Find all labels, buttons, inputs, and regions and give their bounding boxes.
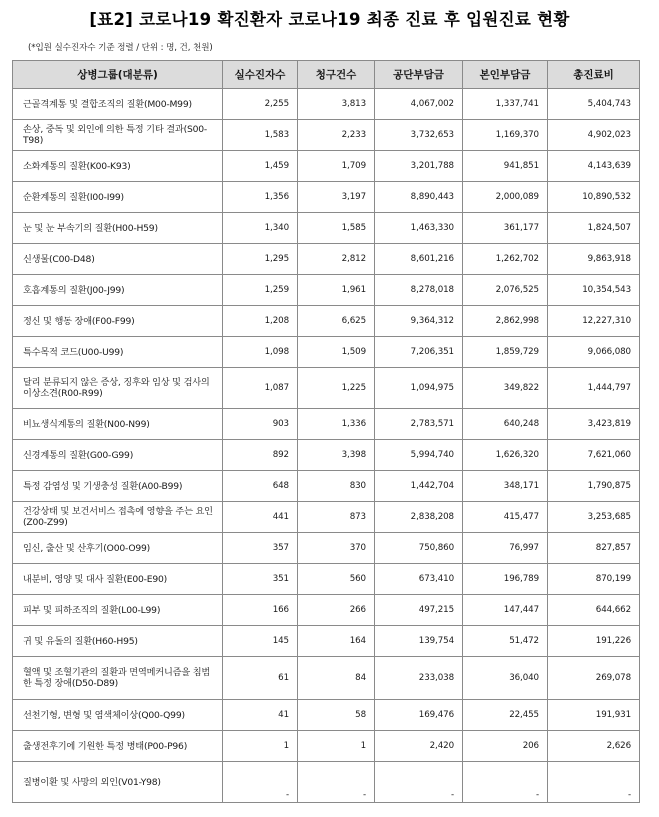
total-cost-cell: 9,863,918 — [548, 244, 640, 275]
patients-cell: 1,583 — [223, 120, 298, 151]
claims-cell: 1,709 — [298, 151, 375, 182]
column-header-claims: 청구건수 — [298, 61, 375, 89]
nhis-share-cell: 7,206,351 — [375, 337, 463, 368]
inpatient-table — [12, 60, 640, 803]
category-cell: 특수목적 코드(U00-U99) — [13, 337, 223, 368]
table-row — [13, 337, 640, 368]
self-pay-cell: 1,859,729 — [463, 337, 548, 368]
nhis-share-cell: 1,463,330 — [375, 213, 463, 244]
self-pay-cell: 51,472 — [463, 626, 548, 657]
table-row — [13, 533, 640, 564]
self-pay-cell: 76,997 — [463, 533, 548, 564]
category-cell: 소화계통의 질환(K00-K93) — [13, 151, 223, 182]
patients-cell: 1,340 — [223, 213, 298, 244]
table-row — [13, 700, 640, 731]
claims-cell: 6,625 — [298, 306, 375, 337]
total-cost-cell: 1,790,875 — [548, 471, 640, 502]
nhis-share-cell: 2,420 — [375, 731, 463, 762]
nhis-share-cell: 5,994,740 — [375, 440, 463, 471]
patients-cell: 1,356 — [223, 182, 298, 213]
claims-cell: 830 — [298, 471, 375, 502]
table-row — [13, 120, 640, 151]
nhis-share-cell: 3,732,653 — [375, 120, 463, 151]
nhis-share-cell: 2,838,208 — [375, 502, 463, 533]
claims-cell: 84 — [298, 657, 375, 700]
total-cost-cell: 191,226 — [548, 626, 640, 657]
total-cost-cell: - — [548, 762, 640, 803]
nhis-share-cell: 3,201,788 — [375, 151, 463, 182]
total-cost-cell: 269,078 — [548, 657, 640, 700]
column-header-category: 상병그룹(대분류) — [13, 61, 223, 89]
column-header-self-pay: 본인부담금 — [463, 61, 548, 89]
table-row — [13, 471, 640, 502]
column-header-nhis-share: 공단부담금 — [375, 61, 463, 89]
nhis-share-cell: 8,601,216 — [375, 244, 463, 275]
table-row — [13, 275, 640, 306]
table-row — [13, 595, 640, 626]
patients-cell: 1,087 — [223, 368, 298, 409]
table-note: (*입원 실수진자수 기준 정렬 / 단위 : 명, 건, 천원) — [28, 43, 213, 53]
claims-cell: 560 — [298, 564, 375, 595]
page-title: [표2] 코로나19 확진환자 코로나19 최종 진료 후 입원진료 현황 — [89, 10, 570, 29]
category-cell: 정신 및 행동 장애(F00-F99) — [13, 306, 223, 337]
total-cost-cell: 10,354,543 — [548, 275, 640, 306]
category-cell: 피부 및 피하조직의 질환(L00-L99) — [13, 595, 223, 626]
self-pay-cell: - — [463, 762, 548, 803]
category-cell: 특정 감염성 및 기생충성 질환(A00-B99) — [13, 471, 223, 502]
claims-cell: 1,961 — [298, 275, 375, 306]
claims-cell: 3,398 — [298, 440, 375, 471]
patients-cell: 351 — [223, 564, 298, 595]
table-row — [13, 762, 640, 803]
category-cell: 근골격계통 및 결합조직의 질환(M00-M99) — [13, 89, 223, 120]
claims-cell: 1,225 — [298, 368, 375, 409]
category-cell: 임신, 출산 및 산후기(O00-O99) — [13, 533, 223, 564]
self-pay-cell: 1,262,702 — [463, 244, 548, 275]
patients-cell: 1,259 — [223, 275, 298, 306]
table-row — [13, 89, 640, 120]
total-cost-cell: 3,253,685 — [548, 502, 640, 533]
category-cell: 호흡계통의 질환(J00-J99) — [13, 275, 223, 306]
nhis-share-cell: 750,860 — [375, 533, 463, 564]
total-cost-cell: 1,444,797 — [548, 368, 640, 409]
total-cost-cell: 4,143,639 — [548, 151, 640, 182]
self-pay-cell: 1,169,370 — [463, 120, 548, 151]
table-row — [13, 182, 640, 213]
table-row — [13, 151, 640, 182]
total-cost-cell: 7,621,060 — [548, 440, 640, 471]
patients-cell: 1,098 — [223, 337, 298, 368]
claims-cell: 164 — [298, 626, 375, 657]
nhis-share-cell: 1,442,704 — [375, 471, 463, 502]
table-row — [13, 306, 640, 337]
nhis-share-cell: 169,476 — [375, 700, 463, 731]
total-cost-cell: 2,626 — [548, 731, 640, 762]
claims-cell: - — [298, 762, 375, 803]
self-pay-cell: 147,447 — [463, 595, 548, 626]
nhis-share-cell: 8,890,443 — [375, 182, 463, 213]
category-cell: 내분비, 영양 및 대사 질환(E00-E90) — [13, 564, 223, 595]
total-cost-cell: 827,857 — [548, 533, 640, 564]
patients-cell: 441 — [223, 502, 298, 533]
self-pay-cell: 1,626,320 — [463, 440, 548, 471]
table-row — [13, 626, 640, 657]
nhis-share-cell: 9,364,312 — [375, 306, 463, 337]
category-cell: 선천기형, 변형 및 염색체이상(Q00-Q99) — [13, 700, 223, 731]
patients-cell: 166 — [223, 595, 298, 626]
nhis-share-cell: 1,094,975 — [375, 368, 463, 409]
self-pay-cell: 22,455 — [463, 700, 548, 731]
table-row — [13, 440, 640, 471]
self-pay-cell: 2,862,998 — [463, 306, 548, 337]
claims-cell: 266 — [298, 595, 375, 626]
total-cost-cell: 1,824,507 — [548, 213, 640, 244]
claims-cell: 1,336 — [298, 409, 375, 440]
nhis-share-cell: 2,783,571 — [375, 409, 463, 440]
nhis-share-cell: 673,410 — [375, 564, 463, 595]
nhis-share-cell: - — [375, 762, 463, 803]
patients-cell: 892 — [223, 440, 298, 471]
patients-cell: 903 — [223, 409, 298, 440]
nhis-share-cell: 233,038 — [375, 657, 463, 700]
category-cell: 달리 분류되지 않은 증상, 징후와 임상 및 검사의 이상소견(R00-R99) — [13, 368, 223, 409]
category-cell: 신경계통의 질환(G00-G99) — [13, 440, 223, 471]
claims-cell: 2,233 — [298, 120, 375, 151]
total-cost-cell: 870,199 — [548, 564, 640, 595]
table-row — [13, 657, 640, 700]
category-cell: 질병이환 및 사망의 외인(V01-Y98) — [13, 762, 223, 803]
self-pay-cell: 415,477 — [463, 502, 548, 533]
table-row — [13, 409, 640, 440]
category-cell: 신생물(C00-D48) — [13, 244, 223, 275]
nhis-share-cell: 4,067,002 — [375, 89, 463, 120]
claims-cell: 1,585 — [298, 213, 375, 244]
patients-cell: 145 — [223, 626, 298, 657]
category-cell: 귀 및 유돌의 질환(H60-H95) — [13, 626, 223, 657]
self-pay-cell: 196,789 — [463, 564, 548, 595]
self-pay-cell: 361,177 — [463, 213, 548, 244]
self-pay-cell: 2,000,089 — [463, 182, 548, 213]
self-pay-cell: 206 — [463, 731, 548, 762]
total-cost-cell: 4,902,023 — [548, 120, 640, 151]
total-cost-cell: 10,890,532 — [548, 182, 640, 213]
table-row — [13, 368, 640, 409]
table-row — [13, 244, 640, 275]
total-cost-cell: 5,404,743 — [548, 89, 640, 120]
category-cell: 손상, 중독 및 외인에 의한 특정 기타 결과(S00-T98) — [13, 120, 223, 151]
total-cost-cell: 9,066,080 — [548, 337, 640, 368]
table-row — [13, 213, 640, 244]
patients-cell: - — [223, 762, 298, 803]
claims-cell: 1,509 — [298, 337, 375, 368]
patients-cell: 648 — [223, 471, 298, 502]
patients-cell: 1 — [223, 731, 298, 762]
total-cost-cell: 191,931 — [548, 700, 640, 731]
self-pay-cell: 36,040 — [463, 657, 548, 700]
self-pay-cell: 1,337,741 — [463, 89, 548, 120]
self-pay-cell: 640,248 — [463, 409, 548, 440]
nhis-share-cell: 497,215 — [375, 595, 463, 626]
self-pay-cell: 2,076,525 — [463, 275, 548, 306]
total-cost-cell: 12,227,310 — [548, 306, 640, 337]
nhis-share-cell: 139,754 — [375, 626, 463, 657]
patients-cell: 1,208 — [223, 306, 298, 337]
self-pay-cell: 349,822 — [463, 368, 548, 409]
claims-cell: 2,812 — [298, 244, 375, 275]
table-header-row — [13, 61, 640, 89]
total-cost-cell: 3,423,819 — [548, 409, 640, 440]
category-cell: 출생전후기에 기원한 특정 병태(P00-P96) — [13, 731, 223, 762]
self-pay-cell: 348,171 — [463, 471, 548, 502]
table-row — [13, 731, 640, 762]
nhis-share-cell: 8,278,018 — [375, 275, 463, 306]
category-cell: 혈액 및 조혈기관의 질환과 면역메커니즘을 침범한 특정 장애(D50-D89) — [13, 657, 223, 700]
patients-cell: 1,459 — [223, 151, 298, 182]
category-cell: 비뇨생식계통의 질환(N00-N99) — [13, 409, 223, 440]
claims-cell: 3,813 — [298, 89, 375, 120]
column-header-patients: 실수진자수 — [223, 61, 298, 89]
category-cell: 건강상태 및 보건서비스 접촉에 영향을 주는 요인(Z00-Z99) — [13, 502, 223, 533]
patients-cell: 1,295 — [223, 244, 298, 275]
claims-cell: 1 — [298, 731, 375, 762]
category-cell: 눈 및 눈 부속기의 질환(H00-H59) — [13, 213, 223, 244]
claims-cell: 3,197 — [298, 182, 375, 213]
patients-cell: 357 — [223, 533, 298, 564]
patients-cell: 2,255 — [223, 89, 298, 120]
claims-cell: 58 — [298, 700, 375, 731]
claims-cell: 873 — [298, 502, 375, 533]
table-row — [13, 502, 640, 533]
category-cell: 순환계통의 질환(I00-I99) — [13, 182, 223, 213]
total-cost-cell: 644,662 — [548, 595, 640, 626]
table-row — [13, 564, 640, 595]
column-header-total-cost: 총진료비 — [548, 61, 640, 89]
self-pay-cell: 941,851 — [463, 151, 548, 182]
patients-cell: 41 — [223, 700, 298, 731]
claims-cell: 370 — [298, 533, 375, 564]
patients-cell: 61 — [223, 657, 298, 700]
